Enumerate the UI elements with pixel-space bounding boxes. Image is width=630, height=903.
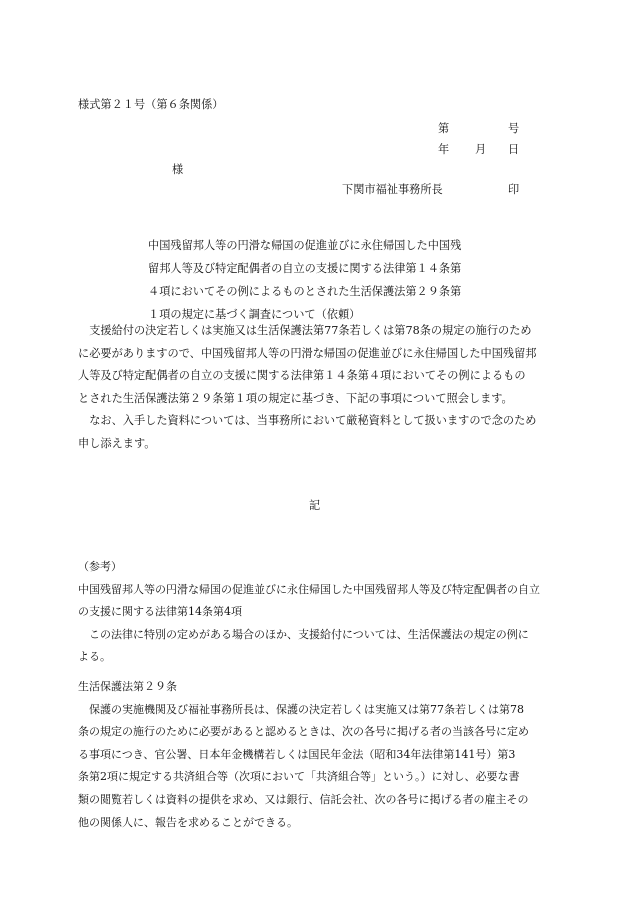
reference-law2 <box>78 676 556 834</box>
reference-line: 他の関係人に、報告を求めることができる。 <box>78 815 298 829</box>
number-dai: 第 <box>438 122 450 135</box>
seal-mark: 印 <box>508 183 520 196</box>
title-line: ４項においてその例によるものとされた生活保護法第２９条第 <box>148 285 462 298</box>
body-line: に必要がありますので、中国残留邦人等の円滑な帰国の促進並びに永住帰国した中国残留邦 <box>78 346 537 360</box>
body-line: 支援給付の決定若しくは実施又は生活保護法第77条若しくは第78条の規定の施行のため <box>78 324 532 337</box>
sender-name: 下関市福祉事務所長 <box>342 183 443 196</box>
ki-heading: 記 <box>309 499 321 512</box>
reference-line: よる。 <box>78 650 111 664</box>
date-hi: 日 <box>508 143 520 156</box>
title-line: 中国残留邦人等の円滑な帰国の促進並びに永住帰国した中国残 <box>148 239 462 252</box>
form-label: 様式第２１号（第６条関係） <box>78 98 224 111</box>
title-line: １項の規定に基づく調査について（依頼） <box>148 308 361 321</box>
body-line: 人等及び特定配偶者の自立の支援に関する法律第１４条第４項においてその例によるもの <box>78 369 526 383</box>
reference-line: この法律に特別の定めがある場合のほか、支援給付については、生活保護法の規定の例に <box>78 627 529 641</box>
reference-heading: （参考） <box>78 560 122 573</box>
reference-section <box>78 556 556 669</box>
body-line: 申し添えます。 <box>78 436 156 450</box>
document-title <box>148 234 498 326</box>
reference-line: の支援に関する法律第14条第4項 <box>78 605 242 619</box>
date-tsuki: 月 <box>475 143 487 156</box>
reference-line: 条の規定の施行のために必要があると認めるときは、次の各号に掲げる者の当該各号に定め <box>78 725 529 739</box>
body-paragraph <box>78 320 556 456</box>
reference-line: る事項につき、官公署、日本年金機構若しくは国民年金法（昭和34年法律第141号）第3 <box>78 747 516 761</box>
recipient-sama: 様 <box>172 163 184 176</box>
reference-line: 条第2項に規定する共済組合等（次項において「共済組合等」という。）に対し、必要な書 <box>78 770 520 784</box>
title-line: 留邦人等及び特定配偶者の自立の支援に関する法律第１４条第 <box>148 262 462 275</box>
reference-line: 中国残留邦人等の円滑な帰国の促進並びに永住帰国した中国残留邦人等及び特定配偶者の自立 <box>78 582 540 596</box>
law2-heading: 生活保護法第２９条 <box>78 680 177 693</box>
number-go: 号 <box>508 122 520 135</box>
date-nen: 年 <box>438 143 450 156</box>
reference-line: 類の閲覧若しくは資料の提供を求め、又は銀行、信託会社、次の各号に掲げる者の雇主その <box>78 792 529 806</box>
reference-line: 保護の実施機関及び福祉事務所長は、保護の決定若しくは実施又は第77条若しくは第78 <box>78 702 524 716</box>
body-line: なお、入手した資料については、当事務所において厳秘資料として扱いますので念のため <box>78 414 537 428</box>
body-line: とされた生活保護法第２９条第１項の規定に基づき、下記の事項について照会します。 <box>78 391 513 405</box>
